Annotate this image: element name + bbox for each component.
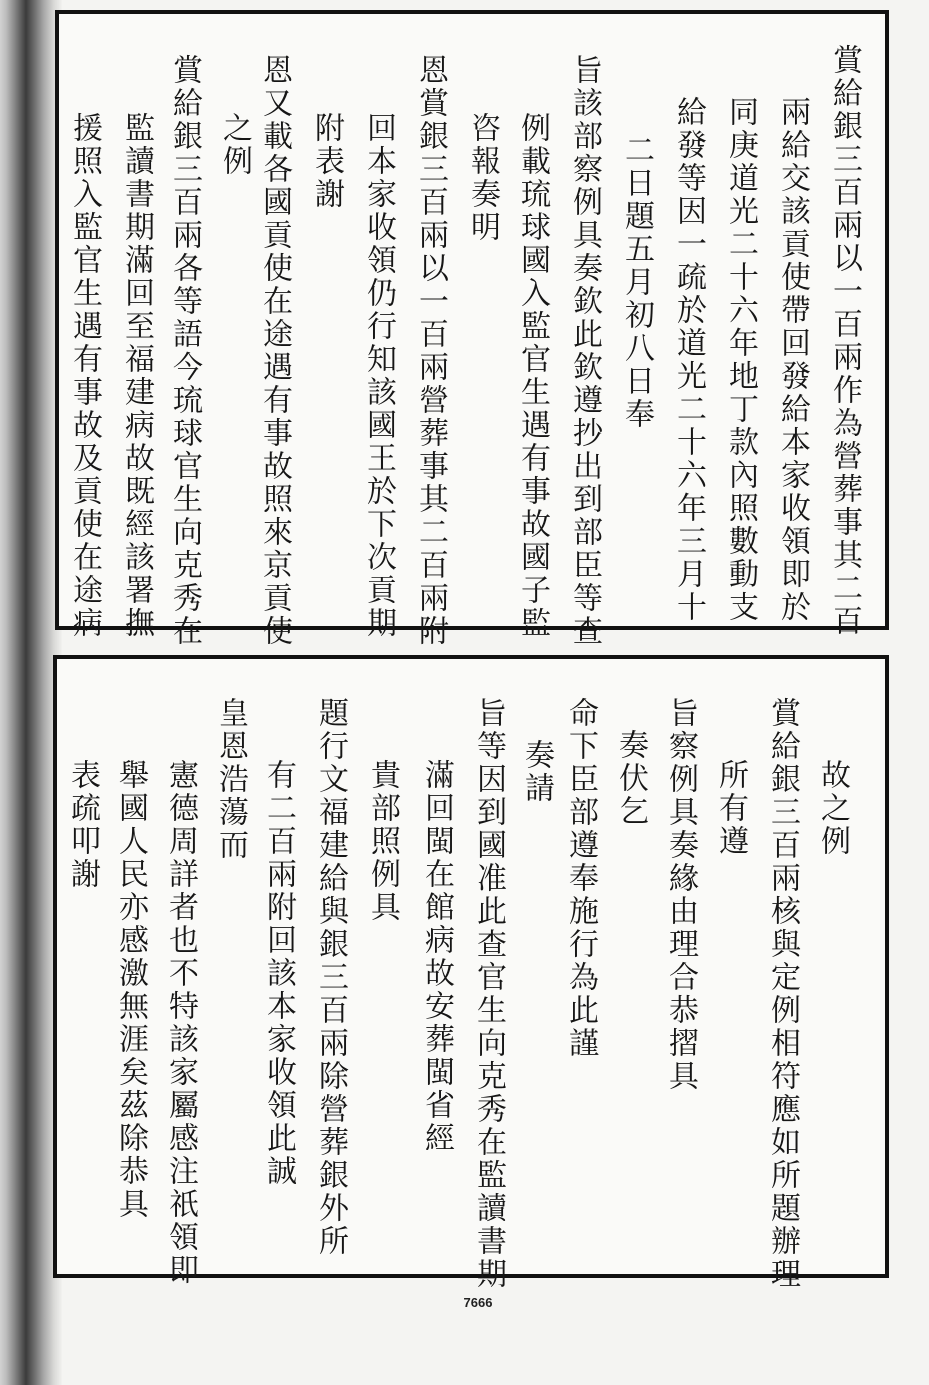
bottom-column-13: 皇恩浩蕩而 [213,697,248,862]
top-column-7: 例載琉球國入監官生遇有事故國子監 [515,112,550,640]
top-column-11: 附表謝 [309,112,344,211]
top-column-6: 旨該部察例具奏欽此欽遵抄出到部臣等查 [567,54,602,648]
top-column-16: 援照入監官生遇有事故及貢使在途病 [67,112,102,640]
bottom-column-4: 旨察例具奏緣由理合恭摺具 [663,697,698,1093]
top-column-8: 咨報奏明 [465,112,500,244]
top-column-13: 之例 [217,112,252,178]
top-column-9: 恩賞銀三百兩以一百兩營葬事其二百兩附 [413,54,448,648]
bottom-column-1: 故之例 [815,759,850,858]
bottom-column-6: 命下臣部遵奉施行為此謹 [563,697,598,1060]
top-column-14: 賞給銀三百兩各等語今琉球官生向克秀在 [167,54,202,648]
top-column-5: 二日題五月初八日奉 [619,134,654,431]
bottom-column-14: 憲德周詳者也不特該家屬感注祇領即 [163,759,198,1287]
top-column-3: 同庚道光二十六年地丁款內照數動支 [723,96,758,624]
bottom-column-11: 題行文福建給與銀三百兩除營葬銀外所 [313,697,348,1258]
bottom-column-5: 奏伏乞 [613,729,648,828]
bottom-column-2: 賞給銀三百兩核與定例相符應如所題辦理 [765,697,800,1291]
top-column-15: 監讀書期滿回至福建病故既經該署撫 [119,112,154,640]
bottom-column-7: 奏請 [519,739,554,805]
bottom-column-15: 舉國人民亦感激無涯矣茲除恭具 [113,759,148,1221]
page-number: 7666 [463,1295,493,1310]
top-column-1: 賞給銀三百兩以一百兩作為營葬事其二百 [827,44,862,638]
bottom-column-3: 所有遵 [713,759,748,858]
bottom-column-9: 滿回閩在館病故安葬閩省經 [419,759,454,1155]
bottom-text-panel [53,655,889,1291]
top-column-10: 回本家收領仍行知該國王於下次貢期 [361,112,396,640]
bottom-column-12: 有二百兩附回該本家收領此誠 [261,759,296,1188]
top-column-4: 給發等因一疏於道光二十六年三月十 [671,96,706,624]
bottom-column-16: 表疏叩謝 [65,759,100,891]
bottom-column-8: 旨等因到國准此查官生向克秀在監讀書期 [471,697,506,1291]
top-column-12: 恩又載各國貢使在途遇有事故照來京貢使 [257,54,292,648]
top-text-panel [55,10,889,648]
top-column-2: 兩給交該貢使帶回發給本家收領即於 [775,96,810,624]
bottom-column-10: 貴部照例具 [365,759,400,924]
